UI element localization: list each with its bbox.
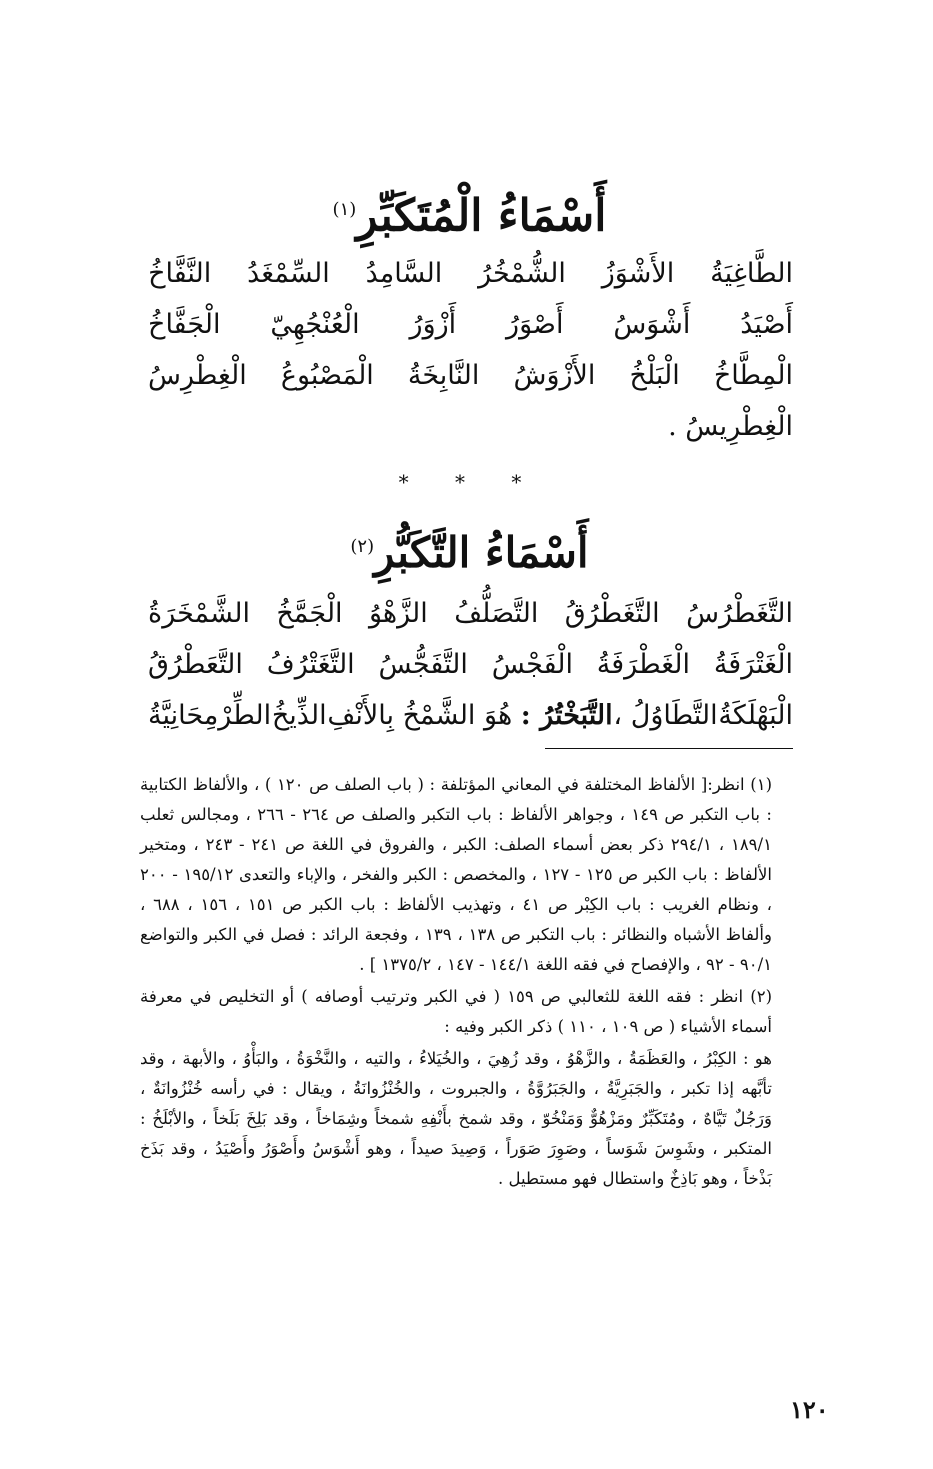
title-text: أَسْمَاءُ التَّكَبُّرِ: [374, 528, 589, 577]
word-row: [148, 588, 793, 639]
word: الزَّهْوُ: [368, 598, 428, 629]
word: الْغِطْرِيسُ .: [668, 411, 793, 442]
word: السِّمْغَدُ: [247, 258, 330, 289]
definition: [327, 690, 612, 741]
word-row: [148, 299, 793, 350]
word: الْمَصْبُوعُ: [280, 360, 374, 391]
word: أَشْوَسُ: [613, 309, 691, 340]
word-row: [148, 401, 793, 452]
footnote-2-quote: هو : الكِبْرُ ، والعَظَمَةُ ، والزَّهْوُ ، وقد زُهِيَ ، والخُيَلاءُ ، والتيه ، والنَّخْوَةُ ، والبَأْوُ ، والأبهة ، وقد تأبَّهه إذا تكبر ، والجَبَرِيَّةُ ، والجَبَرُوَّةُ ، والجبروت ، والخُنْزُوانَةُ ، ويقال : في رأسه خُنْزُوانَةٌ ، وَرَجُلٌ تَيَّاهٌ ، ومُتَكَبِّرٌ ومَزْهُوٌّ وَمَنْخُوّ ، وقد شمخ بأَنْفِهِ شمخاً وشِمَاخاً ، وقد بَلِخَ بَلَخاً ، والأبْلَخُ : المتكبر ، وشَوِسَ شَوَساً ، وصَوِرَ صَوَراً ، وَصِيدَ صيداً ، وهو أَشْوَسُ وأَصْوَرُ وأَصْيَدُ ، وقد بَذَخ بَذْخاً ، وهو بَاذِخٌ واستطال فهو مستطيل .: [140, 1049, 772, 1188]
footnote-marker: (١): [332, 199, 357, 220]
word-row: [148, 690, 793, 741]
word-row: [148, 248, 793, 299]
word: الطَّاغِيَةُ: [710, 258, 793, 289]
word: التَّغَتْرُفُ: [266, 649, 355, 680]
word-row: [148, 639, 793, 690]
footnote-2: (٢) انظر : فقه اللغة للثعالبي ص ١٥٩ ( في الكبر وترتيب أوصافه ) أو التخليص في معرفة أسماء الأشياء ( ص ١٠٩ ، ١١٠ ) ذكر الكبر وفيه :: [140, 987, 772, 1036]
word: النَّابِخَةُ: [407, 360, 480, 391]
word: التَّصَلُّفُ: [454, 598, 539, 629]
word: التَّغَطْرُقُ: [564, 598, 660, 629]
word-row: [148, 350, 793, 401]
word: الْغِطْرِسُ: [148, 360, 247, 391]
word: الْفَجْسُ: [491, 649, 573, 680]
section-divider: * * *: [398, 470, 542, 494]
definition-text: هُوَ الشَّمْخُ بِالأَنْفِ: [327, 700, 513, 731]
footnotes: [140, 770, 800, 1194]
word: أَصْيَدُ: [740, 309, 793, 340]
word: السَّامِدُ: [365, 258, 443, 289]
word: الشَّمْخَرَةُ: [148, 598, 250, 629]
word-list-mutakabbir: [148, 248, 793, 452]
word: الأَزْوَشُ: [513, 360, 596, 391]
word: أَصْوَرُ: [506, 309, 564, 340]
word: الْغَطْرَفَةُ: [596, 649, 690, 680]
word: الْعُنْجُهِيّ: [270, 309, 360, 340]
page-number: ١٢٠: [790, 1395, 829, 1424]
defined-term: التَّبَخْتُرُ :: [520, 700, 613, 731]
word: الْبَلْخُ: [629, 360, 680, 391]
section-title-mutakabbir: [140, 182, 793, 245]
word: الذِّيخُ: [271, 700, 327, 731]
word: الْمِطَّاخُ: [713, 360, 793, 391]
word: التَّعَطْرُقُ: [148, 649, 243, 680]
word: الْبَهْلَكَةُ: [718, 700, 793, 731]
word: الشُّمْخُرُ: [478, 258, 566, 289]
word: الأَشْوَزُ: [601, 258, 675, 289]
word: الْجَمَّخُ: [276, 598, 343, 629]
word: النَّفَّاخُ: [148, 258, 212, 289]
word: أَزْوَرُ: [409, 309, 457, 340]
word-list-takabbur: [148, 588, 793, 741]
section-title-takabbur: [140, 520, 793, 580]
footnote-1: (١) انظر:[ الألفاظ المختلفة في المعاني المؤتلفة : ( باب الصلف ص ١٢٠ ) ، والألفاظ الكتابية : باب التكبر ص ١٤٩ ، وجواهر الألفاظ : باب التكبر والصلف ص ٢٦٤ - ٢٦٦ ، ومجالس ثعلب ١٨٩/١ ، ٢٩٤/١ ذكر بعض أسماء الصلف: الكبر ، والفروق في اللغة ص ٢٤١ - ٢٤٣ ، ومتخير الألفاظ : باب الكبر ص ١٢٥ - ١٢٧ ، والمخصص : الكبر والفخر ، والإباء والتعدى ١٩٥/١٢ - ٢٠٠ ، ونظام الغريب : باب الكِبْر ص ٤١ ، وتهذيب الألفاظ : باب الكبر ص ١٥١ ، ١٥٦ ، ٦٨٨ ، وألفاظ الأشباه والنظائر : باب التكبر ص ١٣٨ ، ١٣٩ ، وفجعة الرائد : فصل في الكبر والتواضع ٩٠/١ - ٩٢ ، والإفصاح في فقه اللغة ١٤٤/١ - ١٤٧ ، ١٣٧٥/٢ ] .: [140, 775, 772, 974]
word: التَّغَطْرُسُ: [686, 598, 793, 629]
word: التَّطَاوُلُ ،: [613, 700, 718, 731]
word: الْجَفَّاخُ: [148, 309, 221, 340]
footnote-separator: [545, 748, 793, 749]
title-text: أَسْمَاءُ الْمُتَكَبِّرِ: [356, 190, 607, 242]
word: التَّفَجُّسُ: [378, 649, 468, 680]
footnote-marker: (٢): [350, 536, 375, 557]
word: الْغَتْرَفَةُ: [713, 649, 793, 680]
word: الطِّرْمِحَانِيَّةُ: [148, 700, 272, 731]
